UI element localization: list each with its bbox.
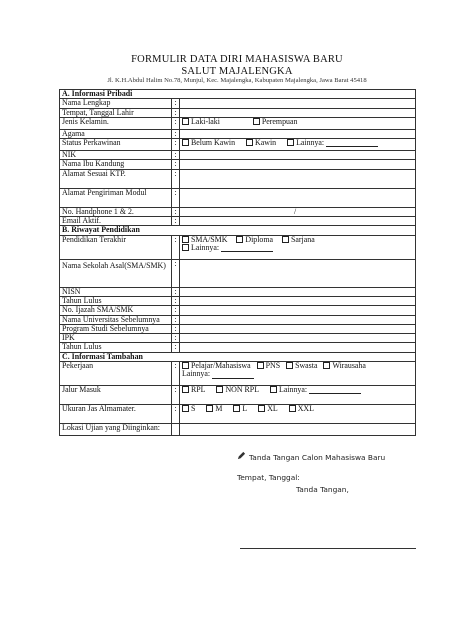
label-univ: Nama Universitas Sebelumnya xyxy=(60,315,172,324)
option-lainnya[interactable] xyxy=(287,139,378,147)
field-hp[interactable] xyxy=(180,207,416,216)
checkbox-icon xyxy=(286,362,293,369)
checkbox-icon xyxy=(246,139,253,146)
row-ijazah xyxy=(60,306,416,315)
row-lulus2 xyxy=(60,343,416,352)
hp-separator: / xyxy=(294,206,297,216)
colon: : xyxy=(172,259,180,287)
colon: : xyxy=(172,324,180,333)
field-univ[interactable] xyxy=(180,315,416,324)
option-label: Belum Kawin xyxy=(191,138,236,148)
option-wirausaha[interactable] xyxy=(323,362,365,370)
option-pns[interactable] xyxy=(257,362,280,370)
label-jk: Jenis Kelamin. xyxy=(60,117,172,129)
field-sekolah[interactable] xyxy=(180,259,416,287)
colon: : xyxy=(172,188,180,207)
option-diploma[interactable] xyxy=(236,236,273,244)
option-xxl[interactable] xyxy=(289,405,314,413)
colon: : xyxy=(172,217,180,226)
option-label: Lainnya: xyxy=(191,242,220,252)
option-rpl[interactable] xyxy=(182,386,205,394)
colon: : xyxy=(172,235,180,259)
option-label: Pelajar/Mahasiswa xyxy=(191,361,251,371)
signature-line[interactable] xyxy=(240,548,416,549)
row-status xyxy=(60,139,416,151)
field-nama[interactable] xyxy=(180,99,416,108)
label-email: Email Aktif. xyxy=(60,217,172,226)
checkbox-icon xyxy=(258,405,265,412)
label-ktp: Alamat Sesuai KTP. xyxy=(60,169,172,188)
label-pendidikan: Pendidikan Terakhir xyxy=(60,235,172,259)
option-label: Perempuan xyxy=(261,116,298,126)
option-label: Wirausaha xyxy=(332,361,366,371)
label-status: Status Perkawinan xyxy=(60,139,172,151)
colon: : xyxy=(172,362,180,386)
blank-line[interactable] xyxy=(326,146,378,147)
label-hp: No. Handphone 1 & 2. xyxy=(60,207,172,216)
blank-line[interactable] xyxy=(309,393,361,394)
option-label: Swasta xyxy=(295,361,318,371)
colon: : xyxy=(172,207,180,216)
option-lainnya[interactable] xyxy=(182,244,273,252)
row-lokasi xyxy=(60,424,416,436)
field-lokasi[interactable] xyxy=(180,424,416,436)
checkbox-icon xyxy=(206,405,213,412)
option-label: NON RPL xyxy=(225,385,260,395)
label-lokasi: Lokasi Ujian yang Diinginkan: xyxy=(60,424,172,436)
option-label: RPL xyxy=(191,385,206,395)
option-label: S xyxy=(191,404,196,414)
checkbox-icon xyxy=(182,139,189,146)
option-label: PNS xyxy=(265,361,281,371)
address-line: Jl. K.H.Abdul Halim No.78, Munjul, Kec. Majalengka, Kabupaten Majalengka, Jawa Barat 45418 xyxy=(107,77,367,84)
option-label: XL xyxy=(267,404,278,414)
row-nisn xyxy=(60,287,416,296)
pen-icon xyxy=(237,451,246,462)
option-label: Kawin xyxy=(255,138,277,148)
field-ibu[interactable] xyxy=(180,160,416,169)
row-pekerjaan xyxy=(60,362,416,386)
colon: : xyxy=(172,160,180,169)
checkbox-icon xyxy=(236,236,243,243)
label-nama: Nama Lengkap xyxy=(60,99,172,108)
row-univ xyxy=(60,315,416,324)
checkbox-icon xyxy=(233,405,240,412)
option-l[interactable] xyxy=(233,405,247,413)
row-modul xyxy=(60,188,416,207)
label-pekerjaan: Pekerjaan xyxy=(60,362,172,386)
option-s[interactable] xyxy=(182,405,195,413)
option-swasta[interactable] xyxy=(286,362,317,370)
field-prodi[interactable] xyxy=(180,324,416,333)
colon xyxy=(172,424,180,436)
row-ipk xyxy=(60,334,416,343)
label-jalur: Jalur Masuk xyxy=(60,386,172,405)
signature-caption-text: Tanda Tangan Calon Mahasiswa Baru xyxy=(249,453,386,462)
colon: : xyxy=(172,139,180,151)
option-label: L xyxy=(242,404,248,414)
colon: : xyxy=(172,315,180,324)
section-b-heading: B. Riwayat Pendidikan xyxy=(60,226,416,235)
colon: : xyxy=(172,169,180,188)
colon: : xyxy=(172,287,180,296)
option-lainnya[interactable] xyxy=(182,370,254,378)
option-label: Lainnya: xyxy=(182,369,211,379)
checkbox-icon xyxy=(270,386,277,393)
colon: : xyxy=(172,151,180,160)
checkbox-icon xyxy=(182,386,189,393)
option-label: Diploma xyxy=(245,234,274,244)
field-nik[interactable] xyxy=(180,151,416,160)
colon: : xyxy=(172,99,180,108)
field-nisn[interactable] xyxy=(180,287,416,296)
colon: : xyxy=(172,334,180,343)
field-jas xyxy=(180,405,416,424)
label-modul: Alamat Pengiriman Modul xyxy=(60,188,172,207)
checkbox-icon xyxy=(182,118,189,125)
option-perempuan[interactable] xyxy=(253,118,298,126)
field-lulus2[interactable] xyxy=(180,343,416,352)
label-ipk: IPK xyxy=(60,334,172,343)
colon: : xyxy=(172,108,180,117)
colon: : xyxy=(172,306,180,315)
row-pendidikan xyxy=(60,235,416,259)
field-email[interactable] xyxy=(180,217,416,226)
option-lainnya[interactable] xyxy=(270,386,361,394)
option-label: XXL xyxy=(297,404,314,414)
field-pekerjaan xyxy=(180,362,416,386)
field-jk xyxy=(180,117,416,129)
form-title: FORMULIR DATA DIRI MAHASISWA BARU xyxy=(131,54,343,65)
checkbox-icon xyxy=(282,236,289,243)
signature-caption xyxy=(237,451,385,462)
label-ijazah: No. Ijazah SMA/SMK xyxy=(60,306,172,315)
row-sekolah xyxy=(60,259,416,287)
checkbox-icon xyxy=(287,139,294,146)
field-ijazah[interactable] xyxy=(180,306,416,315)
label-ibu: Nama Ibu Kandung xyxy=(60,160,172,169)
form-subtitle: SALUT MAJALENGKA xyxy=(181,66,293,77)
option-belum-kawin[interactable] xyxy=(182,139,235,147)
checkbox-icon xyxy=(323,362,330,369)
checkbox-icon xyxy=(182,236,189,243)
checkbox-icon xyxy=(182,405,189,412)
colon: : xyxy=(172,117,180,129)
label-lulus2: Tahun Lulus xyxy=(60,343,172,352)
checkbox-icon xyxy=(253,118,260,125)
row-nama xyxy=(60,99,416,108)
option-label: Lainnya: xyxy=(279,385,308,395)
field-ktp[interactable] xyxy=(180,169,416,188)
row-ktp xyxy=(60,169,416,188)
form-table xyxy=(59,89,416,436)
field-ipk[interactable] xyxy=(180,334,416,343)
option-m[interactable] xyxy=(206,405,222,413)
option-label: Laki-laki xyxy=(191,116,220,126)
label-ttl: Tempat, Tanggal Lahir xyxy=(60,108,172,117)
field-modul[interactable] xyxy=(180,188,416,207)
row-jk xyxy=(60,117,416,129)
row-ttl xyxy=(60,108,416,117)
checkbox-icon xyxy=(182,362,189,369)
checkbox-icon xyxy=(216,386,223,393)
field-status xyxy=(180,139,416,151)
option-kawin[interactable] xyxy=(246,139,276,147)
label-agama: Agama xyxy=(60,129,172,138)
checkbox-icon xyxy=(289,405,296,412)
section-a-heading: A. Informasi Pribadi xyxy=(60,90,416,99)
section-c-heading: C. Informasi Tambahan xyxy=(60,352,416,361)
row-ibu xyxy=(60,160,416,169)
label-sekolah: Nama Sekolah Asal(SMA/SMK) xyxy=(60,259,172,287)
colon: : xyxy=(172,343,180,352)
option-sarjana[interactable] xyxy=(282,236,315,244)
field-pendidikan xyxy=(180,235,416,259)
checkbox-icon xyxy=(182,244,189,251)
colon: : xyxy=(172,129,180,138)
place-date-label: Tempat, Tanggal: xyxy=(237,473,300,482)
option-laki-laki[interactable] xyxy=(182,118,220,126)
field-lulus[interactable] xyxy=(180,296,416,305)
checkbox-icon xyxy=(257,362,264,369)
label-lulus: Tahun Lulus xyxy=(60,296,172,305)
option-non-rpl[interactable] xyxy=(216,386,259,394)
label-jas: Ukuran Jas Almamater. xyxy=(60,405,172,424)
blank-line[interactable] xyxy=(212,378,254,379)
colon: : xyxy=(172,405,180,424)
blank-line[interactable] xyxy=(221,251,273,252)
option-label: Sarjana xyxy=(291,234,315,244)
label-nik: NIK xyxy=(60,151,172,160)
colon: : xyxy=(172,296,180,305)
row-jas xyxy=(60,405,416,424)
row-prodi xyxy=(60,324,416,333)
option-label: M xyxy=(215,404,223,414)
option-label: SMA/SMK xyxy=(191,234,228,244)
row-hp xyxy=(60,207,416,216)
option-xl[interactable] xyxy=(258,405,278,413)
row-jalur xyxy=(60,386,416,405)
sign-label: Tanda Tangan, xyxy=(296,485,349,494)
label-nisn: NISN xyxy=(60,287,172,296)
option-label: Lainnya: xyxy=(296,138,325,148)
field-jalur xyxy=(180,386,416,405)
colon: : xyxy=(172,386,180,405)
label-prodi: Program Studi Sebelumnya xyxy=(60,324,172,333)
